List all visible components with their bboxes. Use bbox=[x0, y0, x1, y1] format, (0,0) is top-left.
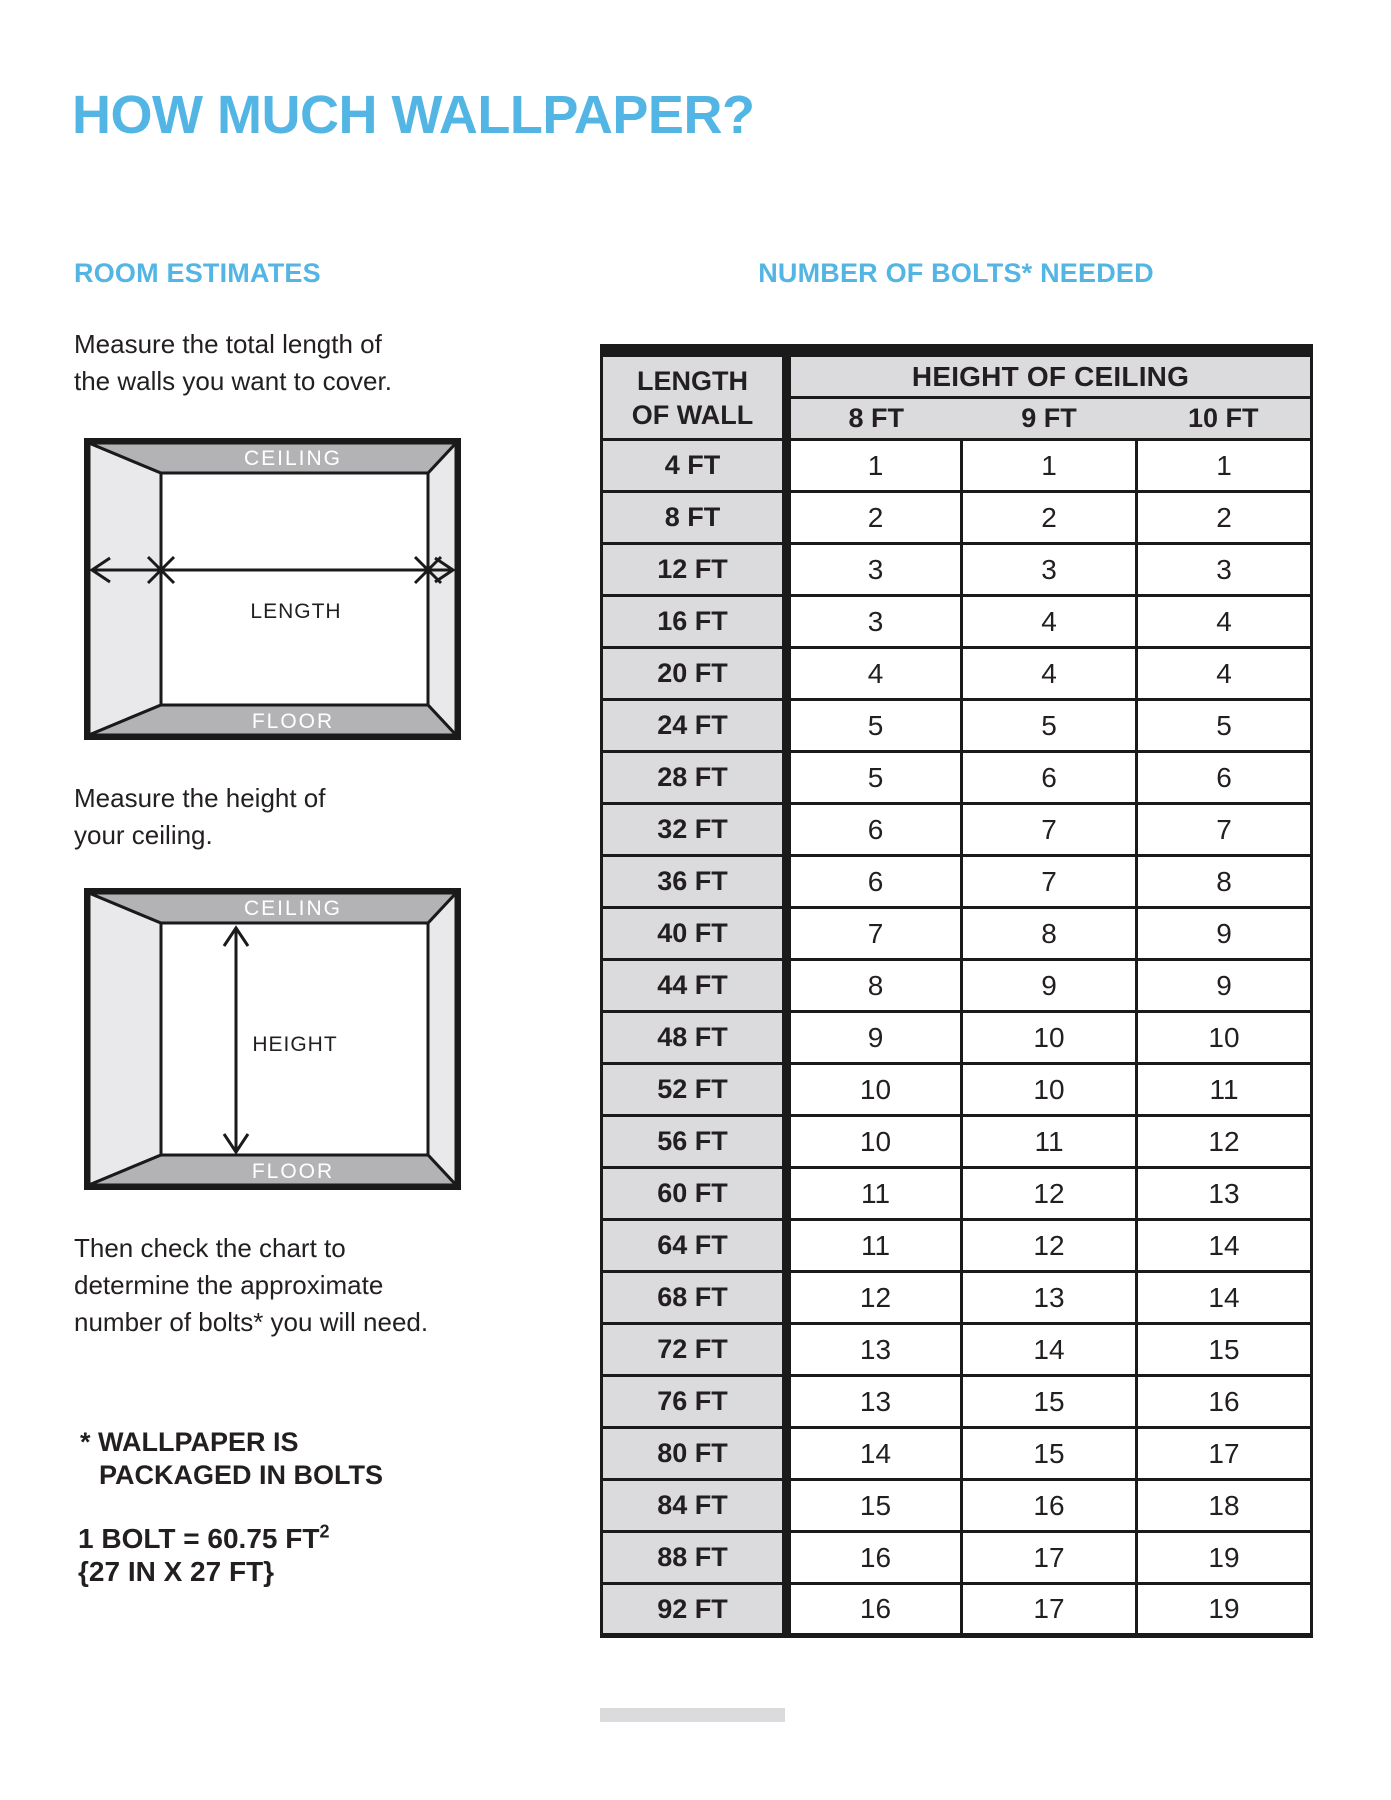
bolt-equation bbox=[78, 1522, 329, 1588]
bolt-count-cell: 8 bbox=[1137, 856, 1312, 908]
bolt-count-cell: 14 bbox=[1137, 1272, 1312, 1324]
table-row bbox=[602, 648, 1312, 700]
bolt-count-cell: 12 bbox=[787, 1272, 962, 1324]
ceiling-label: CEILING bbox=[243, 447, 343, 470]
equation-line: 1 BOLT = 60.75 $FT^2$ bbox=[78, 1521, 330, 1554]
wall-length-cell: 88 FT bbox=[602, 1532, 787, 1584]
bolt-count-cell: 12 bbox=[962, 1168, 1137, 1220]
length-of-wall-header: LENGTH OF WALL bbox=[602, 351, 787, 440]
height-col-8ft: 8 FT bbox=[787, 398, 962, 440]
page-title: HOW MUCH WALLPAPER? bbox=[72, 85, 755, 145]
table-row bbox=[602, 700, 1312, 752]
step3-instructions bbox=[74, 1230, 428, 1341]
table-row bbox=[602, 1116, 1312, 1168]
wall-length-cell: 60 FT bbox=[602, 1168, 787, 1220]
height-col-9ft: 9 FT bbox=[962, 398, 1137, 440]
right-wall-surface bbox=[428, 893, 456, 1185]
footnote-line: PACKAGED IN BOLTS bbox=[99, 1460, 384, 1490]
bolt-count-cell: 11 bbox=[787, 1168, 962, 1220]
table-row bbox=[602, 1376, 1312, 1428]
bolt-count-cell: 3 bbox=[962, 544, 1137, 596]
bolt-count-cell: 6 bbox=[962, 752, 1137, 804]
table-row bbox=[602, 1064, 1312, 1116]
wall-length-cell: 4 FT bbox=[602, 440, 787, 492]
length-diagram bbox=[84, 438, 461, 740]
bolt-count-cell: 15 bbox=[962, 1376, 1137, 1428]
bolt-count-cell: 1 bbox=[1137, 440, 1312, 492]
bolt-count-cell: 3 bbox=[787, 544, 962, 596]
wall-length-cell: 72 FT bbox=[602, 1324, 787, 1376]
left-wall-surface bbox=[89, 443, 161, 735]
length-diagram-svg bbox=[84, 438, 461, 740]
bolt-count-cell: 1 bbox=[962, 440, 1137, 492]
table-row bbox=[602, 1480, 1312, 1532]
bolt-count-cell: 2 bbox=[962, 492, 1137, 544]
bolt-count-cell: 10 bbox=[787, 1116, 962, 1168]
table-row bbox=[602, 440, 1312, 492]
bolt-count-cell: 9 bbox=[1137, 960, 1312, 1012]
table-row bbox=[602, 1324, 1312, 1376]
text-line: your ceiling. bbox=[74, 820, 213, 850]
table-row bbox=[602, 1012, 1312, 1064]
bolt-count-cell: 3 bbox=[1137, 544, 1312, 596]
table-row bbox=[602, 492, 1312, 544]
wall-length-cell: 68 FT bbox=[602, 1272, 787, 1324]
table-row bbox=[602, 1220, 1312, 1272]
bolt-count-cell: 9 bbox=[787, 1012, 962, 1064]
bolt-count-cell: 15 bbox=[962, 1428, 1137, 1480]
wall-length-cell: 28 FT bbox=[602, 752, 787, 804]
bolt-count-cell: 17 bbox=[1137, 1428, 1312, 1480]
bolts-table-body bbox=[602, 440, 1312, 1636]
wall-length-cell: 52 FT bbox=[602, 1064, 787, 1116]
left-wall-surface bbox=[89, 893, 161, 1185]
table-row bbox=[602, 1532, 1312, 1584]
wall-length-cell: 44 FT bbox=[602, 960, 787, 1012]
bolt-count-cell: 6 bbox=[787, 856, 962, 908]
bolt-count-cell: 13 bbox=[1137, 1168, 1312, 1220]
bolts-table-heading: NUMBER OF BOLTS* NEEDED bbox=[758, 258, 1154, 288]
wall-length-cell: 56 FT bbox=[602, 1116, 787, 1168]
bolt-count-cell: 4 bbox=[962, 596, 1137, 648]
text-line: Then check the chart to bbox=[74, 1233, 346, 1263]
bolt-count-cell: 16 bbox=[787, 1532, 962, 1584]
wall-length-cell: 16 FT bbox=[602, 596, 787, 648]
text-line: Measure the height of bbox=[74, 783, 326, 813]
bolt-count-cell: 5 bbox=[1137, 700, 1312, 752]
bolt-dimensions: {27 IN X 27 FT} bbox=[78, 1556, 275, 1587]
bolt-count-cell: 4 bbox=[787, 648, 962, 700]
bolt-count-cell: 15 bbox=[787, 1480, 962, 1532]
bolt-count-cell: 7 bbox=[962, 804, 1137, 856]
bolt-count-cell: 6 bbox=[1137, 752, 1312, 804]
height-of-ceiling-header: HEIGHT OF CEILING bbox=[787, 351, 1312, 398]
wall-length-cell: 20 FT bbox=[602, 648, 787, 700]
bolt-count-cell: 7 bbox=[787, 908, 962, 960]
wall-length-cell: 80 FT bbox=[602, 1428, 787, 1480]
height-diagram-svg bbox=[84, 888, 461, 1190]
table-row bbox=[602, 1168, 1312, 1220]
table-row bbox=[602, 960, 1312, 1012]
table-row bbox=[602, 1584, 1312, 1636]
height-col-10ft: 10 FT bbox=[1137, 398, 1312, 440]
floor-label: FLOOR bbox=[251, 1160, 335, 1183]
bolt-count-cell: 14 bbox=[1137, 1220, 1312, 1272]
wall-length-cell: 8 FT bbox=[602, 492, 787, 544]
room-estimates-heading: ROOM ESTIMATES bbox=[74, 258, 321, 288]
bolt-count-cell: 16 bbox=[787, 1584, 962, 1636]
bolt-count-cell: 19 bbox=[1137, 1532, 1312, 1584]
bolt-count-cell: 1 bbox=[787, 440, 962, 492]
table-row bbox=[602, 1428, 1312, 1480]
asterisk: * bbox=[80, 1427, 91, 1457]
bolt-count-cell: 2 bbox=[1137, 492, 1312, 544]
floor-label: FLOOR bbox=[251, 710, 335, 733]
text-line: determine the approximate bbox=[74, 1270, 384, 1300]
step1-instructions bbox=[74, 326, 392, 400]
bolt-count-cell: 5 bbox=[787, 700, 962, 752]
wall-length-cell: 48 FT bbox=[602, 1012, 787, 1064]
height-dimension-label: HEIGHT bbox=[252, 1033, 338, 1056]
text-line: number of bolts* you will need. bbox=[74, 1307, 429, 1337]
bolt-count-cell: 8 bbox=[787, 960, 962, 1012]
bolt-count-cell: 13 bbox=[787, 1324, 962, 1376]
text-line: Measure the total length of bbox=[74, 329, 382, 359]
wall-length-cell: 92 FT bbox=[602, 1584, 787, 1636]
table-row bbox=[602, 544, 1312, 596]
table-footer-gray-tab bbox=[600, 1708, 785, 1722]
table-row bbox=[602, 908, 1312, 960]
bolt-count-cell: 15 bbox=[1137, 1324, 1312, 1376]
bolt-count-cell: 10 bbox=[1137, 1012, 1312, 1064]
right-wall-surface bbox=[428, 443, 456, 735]
bolt-count-cell: 4 bbox=[1137, 648, 1312, 700]
bolt-count-cell: 16 bbox=[1137, 1376, 1312, 1428]
table-row bbox=[602, 804, 1312, 856]
text-line: the walls you want to cover. bbox=[74, 366, 392, 396]
ceiling-label: CEILING bbox=[243, 897, 343, 920]
bolt-count-cell: 9 bbox=[962, 960, 1137, 1012]
bolt-count-cell: 7 bbox=[962, 856, 1137, 908]
bolt-count-cell: 12 bbox=[1137, 1116, 1312, 1168]
bolt-count-cell: 8 bbox=[962, 908, 1137, 960]
wall-length-cell: 76 FT bbox=[602, 1376, 787, 1428]
bolt-count-cell: 16 bbox=[962, 1480, 1137, 1532]
bolt-count-cell: 19 bbox=[1137, 1584, 1312, 1636]
bolt-count-cell: 11 bbox=[1137, 1064, 1312, 1116]
bolt-count-cell: 14 bbox=[962, 1324, 1137, 1376]
bolt-count-cell: 4 bbox=[1137, 596, 1312, 648]
bolt-count-cell: 18 bbox=[1137, 1480, 1312, 1532]
bolt-count-cell: 7 bbox=[1137, 804, 1312, 856]
wall-length-cell: 36 FT bbox=[602, 856, 787, 908]
bolt-count-cell: 14 bbox=[787, 1428, 962, 1480]
back-wall-surface bbox=[161, 473, 428, 705]
table-row bbox=[602, 1272, 1312, 1324]
bolt-count-cell: 3 bbox=[787, 596, 962, 648]
bolt-count-cell: 10 bbox=[962, 1012, 1137, 1064]
wall-length-cell: 24 FT bbox=[602, 700, 787, 752]
wall-length-cell: 12 FT bbox=[602, 544, 787, 596]
bolt-count-cell: 12 bbox=[962, 1220, 1137, 1272]
bolts-table-header bbox=[602, 351, 1312, 440]
bolts-table-container bbox=[600, 344, 1312, 1638]
footnote-line: * WALLPAPER IS bbox=[80, 1427, 299, 1457]
bolt-count-cell: 11 bbox=[787, 1220, 962, 1272]
length-dimension-label: LENGTH bbox=[250, 600, 342, 623]
table-row bbox=[602, 856, 1312, 908]
wall-length-cell: 84 FT bbox=[602, 1480, 787, 1532]
bolt-count-cell: 2 bbox=[787, 492, 962, 544]
bolts-footnote bbox=[80, 1426, 383, 1492]
table-row bbox=[602, 752, 1312, 804]
bolt-count-cell: 17 bbox=[962, 1532, 1137, 1584]
wall-length-cell: 32 FT bbox=[602, 804, 787, 856]
bolt-count-cell: 17 bbox=[962, 1584, 1137, 1636]
height-diagram bbox=[84, 888, 461, 1190]
table-row bbox=[602, 596, 1312, 648]
bolt-count-cell: 10 bbox=[962, 1064, 1137, 1116]
bolt-count-cell: 13 bbox=[962, 1272, 1137, 1324]
bolt-count-cell: 13 bbox=[787, 1376, 962, 1428]
squared-superscript: 2 bbox=[319, 1521, 330, 1542]
wall-length-cell: 64 FT bbox=[602, 1220, 787, 1272]
bolt-count-cell: 5 bbox=[787, 752, 962, 804]
bolt-count-cell: 6 bbox=[787, 804, 962, 856]
step2-instructions bbox=[74, 780, 326, 854]
bolt-count-cell: 5 bbox=[962, 700, 1137, 752]
bolt-count-cell: 4 bbox=[962, 648, 1137, 700]
bolts-table bbox=[600, 344, 1313, 1638]
bolt-count-cell: 9 bbox=[1137, 908, 1312, 960]
wall-length-cell: 40 FT bbox=[602, 908, 787, 960]
bolt-count-cell: 11 bbox=[962, 1116, 1137, 1168]
bolt-count-cell: 10 bbox=[787, 1064, 962, 1116]
